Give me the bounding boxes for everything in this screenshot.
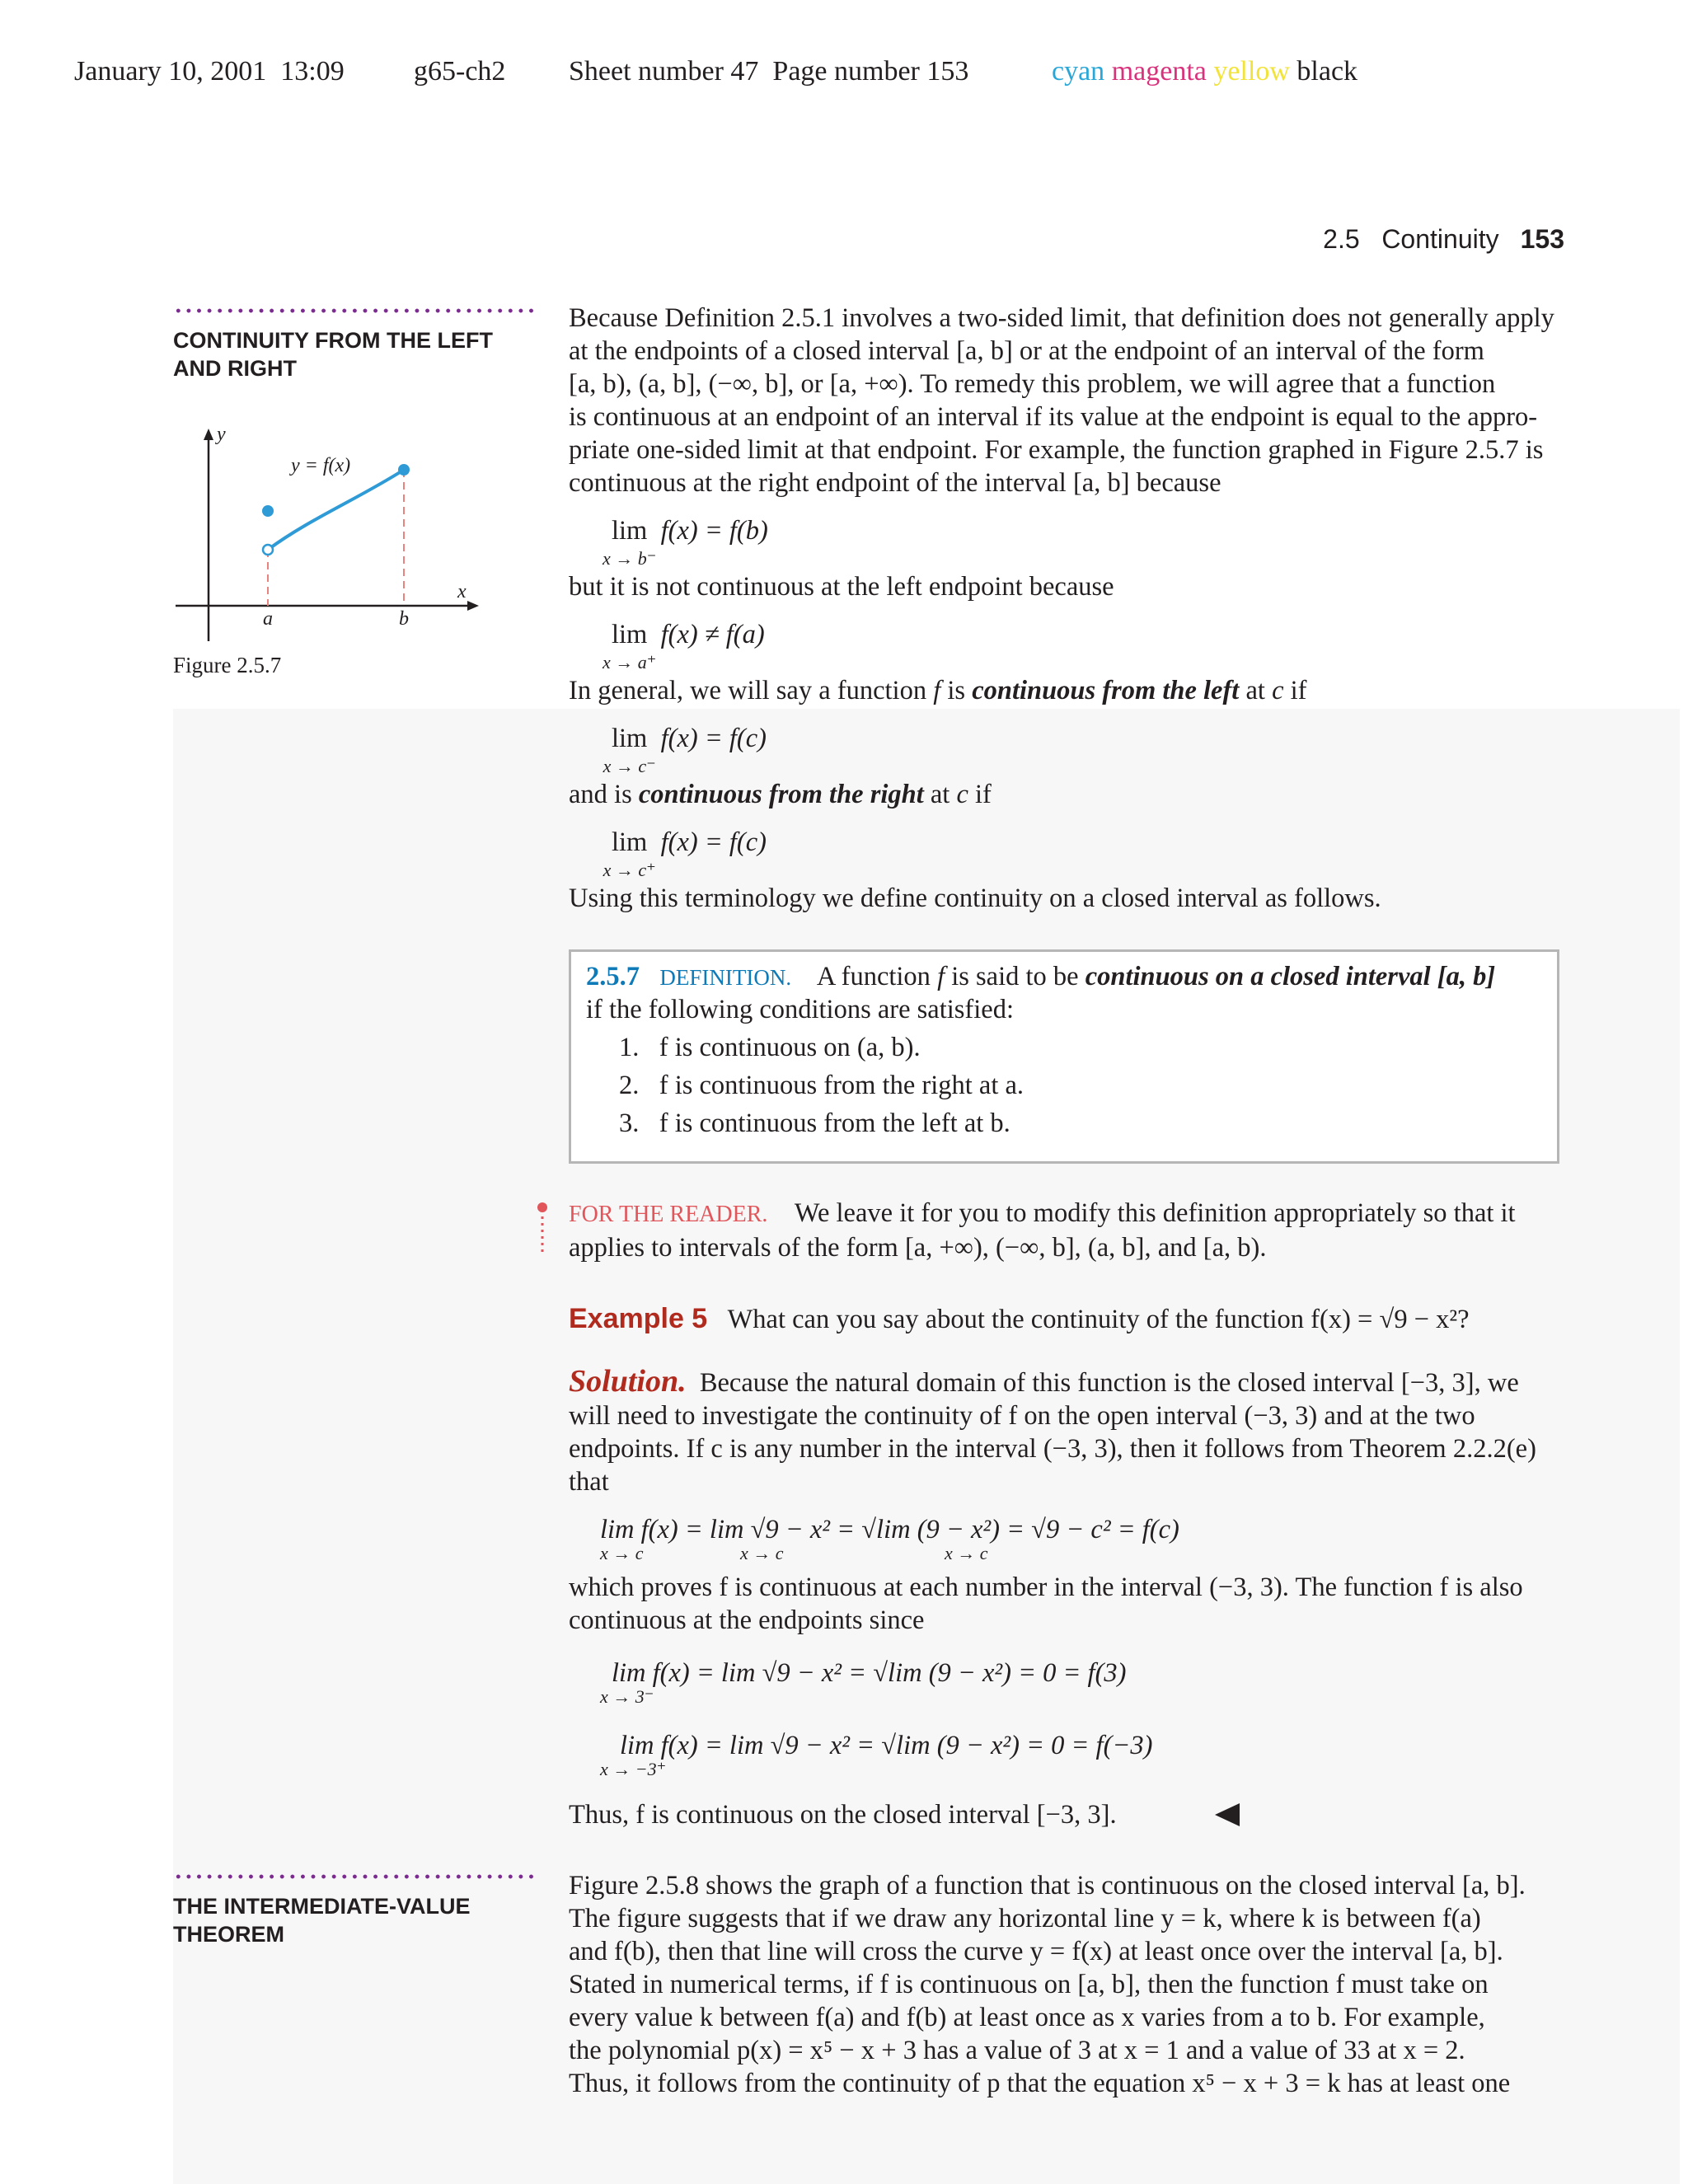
- reader-marker-icon: [536, 1202, 549, 1258]
- x-label: x: [457, 581, 467, 602]
- definition-number: 2.5.7: [586, 962, 640, 991]
- header-date: January 10, 2001 13:09: [74, 56, 345, 87]
- paragraph-proves: which proves f is continuous at each number in the interval (−3, 3). The function f is also continuous at the endpoints since: [569, 1572, 1523, 1635]
- header-file: g65-ch2: [414, 56, 506, 87]
- sidebar-heading-ivt: THE INTERMEDIATE-VALUE THEOREM: [173, 1894, 471, 1947]
- equation-limit-at-c-subscript-2: x → c: [740, 1543, 784, 1563]
- paragraph-not-continuous: but it is not continuous at the left endpoint because: [569, 572, 1114, 602]
- equation-limit-at-3-subscript: x → 3⁻: [600, 1686, 654, 1707]
- solution-label: Solution.: [569, 1364, 687, 1399]
- definition-item-1: 1. f is continuous on (a, b).: [619, 1033, 921, 1062]
- equation-limit-at-3: lim f(x) = lim √9 − x² = √lim (9 − x²) = 0 = f(3): [612, 1658, 1127, 1688]
- definition-item-2: 2. f is continuous from the right at a.: [619, 1071, 1025, 1100]
- paragraph-right-continuity: and is continuous from the right at c if: [569, 780, 992, 809]
- equation-limit-at-c-subscript: x → c: [600, 1543, 644, 1563]
- filled-point-fa: [262, 505, 274, 517]
- definition-label: DEFINITION.: [659, 965, 792, 990]
- curve-label: y = f(x): [291, 455, 351, 476]
- equation-limit-at-c: lim f(x) = lim √9 − x² = √lim (9 − x²) = √9 − c² = f(c): [600, 1515, 1179, 1544]
- filled-point-b: [398, 464, 410, 476]
- x-axis-arrow: [467, 601, 479, 611]
- equation-right-limit-c: lim x → c⁺ f(x) = f(c): [603, 827, 767, 880]
- y-label: y: [217, 429, 226, 445]
- example-label: Example 5: [569, 1303, 708, 1334]
- equation-left-limit-c: lim x → c⁻ f(x) = f(c): [603, 724, 767, 776]
- term-continuous-left: continuous from the left: [972, 676, 1240, 705]
- paragraph-left-continuity: In general, we will say a function f is continuous from the left at c if: [569, 676, 1307, 705]
- y-axis-arrow: [204, 429, 213, 440]
- sidebar-divider-dots-2: [173, 1874, 536, 1879]
- intro-line-3: [a, b), (a, b], (−∞, b], or [a, +∞). To remedy this problem, we will agree that a function: [569, 369, 1496, 399]
- lim-operator: lim x → a⁺: [602, 620, 657, 673]
- intro-line-5: priate one-sided limit at that endpoint. For example, the function graphed in Figure 2.5.7 is: [569, 435, 1544, 465]
- header-sheet: Sheet number 47 Page number 153: [569, 56, 969, 87]
- intro-line-4: is continuous at an endpoint of an interval if its value at the endpoint is equal to the appro-: [569, 402, 1538, 432]
- header-color-bar: [1052, 56, 1357, 87]
- b-label: b: [399, 608, 409, 630]
- solution-conclusion: Thus, f is continuous on the closed interval [−3, 3].: [569, 1800, 1117, 1830]
- lim-operator: lim x → c⁺: [603, 827, 656, 880]
- equation-left-limit-b: lim x → b⁻ f(x) = f(b): [602, 516, 768, 569]
- paragraph-intro: [569, 302, 1558, 499]
- reader-label: FOR THE READER.: [569, 1202, 768, 1227]
- solution-paragraph: Solution. Because the natural domain of this function is the closed interval [−3, 3], we will need to investigate the continuity of f on the open interval (−3, 3) and at the two endpoints. If c is any number in the interval (−3, 3), then it follows from Theorem 2.2.2(e) that: [569, 1364, 1536, 1497]
- end-of-solution-icon: [1215, 1803, 1240, 1826]
- paragraph-ivt: Figure 2.5.8 shows the graph of a function that is continuous on the closed interval [a, b]. The figure suggests that if we draw any horizontal line y = k, where k is between f(a) and f(b), then that line will cross the curve y = f(x) at least once over the interval [a, b]. Stated in numerical terms, if f is continuous on [a, b], then the function f must take on every value k between f(a) and f(b) at least once as x varies from a to b. For example, the polynomial p(x) = x⁵ − x + 3 has a value of 3 at x = 1 and a value of 33 at x = 2. Thus, it follows from the continuity of p that the equation x⁵ − x + 3 = k has at least one: [569, 1871, 1526, 2098]
- lim-operator: lim x → b⁻: [602, 516, 657, 569]
- equation-limit-at-minus-3-subscript: x → −3⁺: [600, 1759, 667, 1779]
- example-5: [569, 1302, 1470, 1336]
- open-point-a: [263, 545, 273, 555]
- equation-limit-at-c-subscript-3: x → c: [945, 1543, 988, 1563]
- term-continuous-right: continuous from the right: [638, 780, 924, 809]
- reader-note: FOR THE READER. We leave it for you to modify this definition appropriately so that it applies to intervals of the form [a, +∞), (−∞, b], (a, b], and [a, b).: [569, 1198, 1516, 1263]
- sidebar-divider-dots: [173, 308, 536, 313]
- running-head: 2.5 Continuity 153: [1323, 224, 1564, 254]
- paragraph-terminology: Using this terminology we define continuity on a closed interval as follows.: [569, 883, 1381, 913]
- intro-line-2: at the endpoints of a closed interval [a, b] or at the endpoint of an interval of the form: [569, 336, 1484, 366]
- figure-2-5-7: [169, 429, 482, 643]
- definition-box: [569, 949, 1559, 1164]
- curve-f: [268, 470, 404, 550]
- equation-limit-at-minus-3: lim f(x) = lim √9 − x² = √lim (9 − x²) = 0 = f(−3): [620, 1731, 1153, 1760]
- header-cyan: cyan: [1052, 56, 1105, 87]
- figure-caption: Figure 2.5.7: [173, 653, 282, 677]
- sidebar-heading-continuity: CONTINUITY FROM THE LEFT AND RIGHT: [173, 328, 493, 381]
- header-magenta: magenta: [1111, 56, 1207, 87]
- definition-line-2: if the following conditions are satisfied:: [586, 995, 1014, 1024]
- header-yellow: yellow: [1213, 56, 1290, 87]
- header-black: black: [1296, 56, 1358, 87]
- definition-line-1: 2.5.7 DEFINITION. A function f is said to be continuous on a closed interval [a, b]: [586, 962, 1496, 991]
- intro-line-6: continuous at the right endpoint of the interval [a, b] because: [569, 468, 1221, 498]
- equation-right-limit-a: lim x → a⁺ f(x) ≠ f(a): [602, 620, 765, 673]
- intro-line-1: Because Definition 2.5.1 involves a two-sided limit, that definition does not generally apply: [569, 303, 1554, 333]
- definition-term: continuous on a closed interval [a, b]: [1085, 962, 1496, 991]
- lim-operator: lim x → c⁻: [603, 724, 656, 776]
- definition-item-3: 3. f is continuous from the left at b.: [619, 1108, 1010, 1138]
- example-question: What can you say about the continuity of the function f(x) = √9 − x²?: [727, 1305, 1470, 1334]
- a-label: a: [263, 608, 273, 630]
